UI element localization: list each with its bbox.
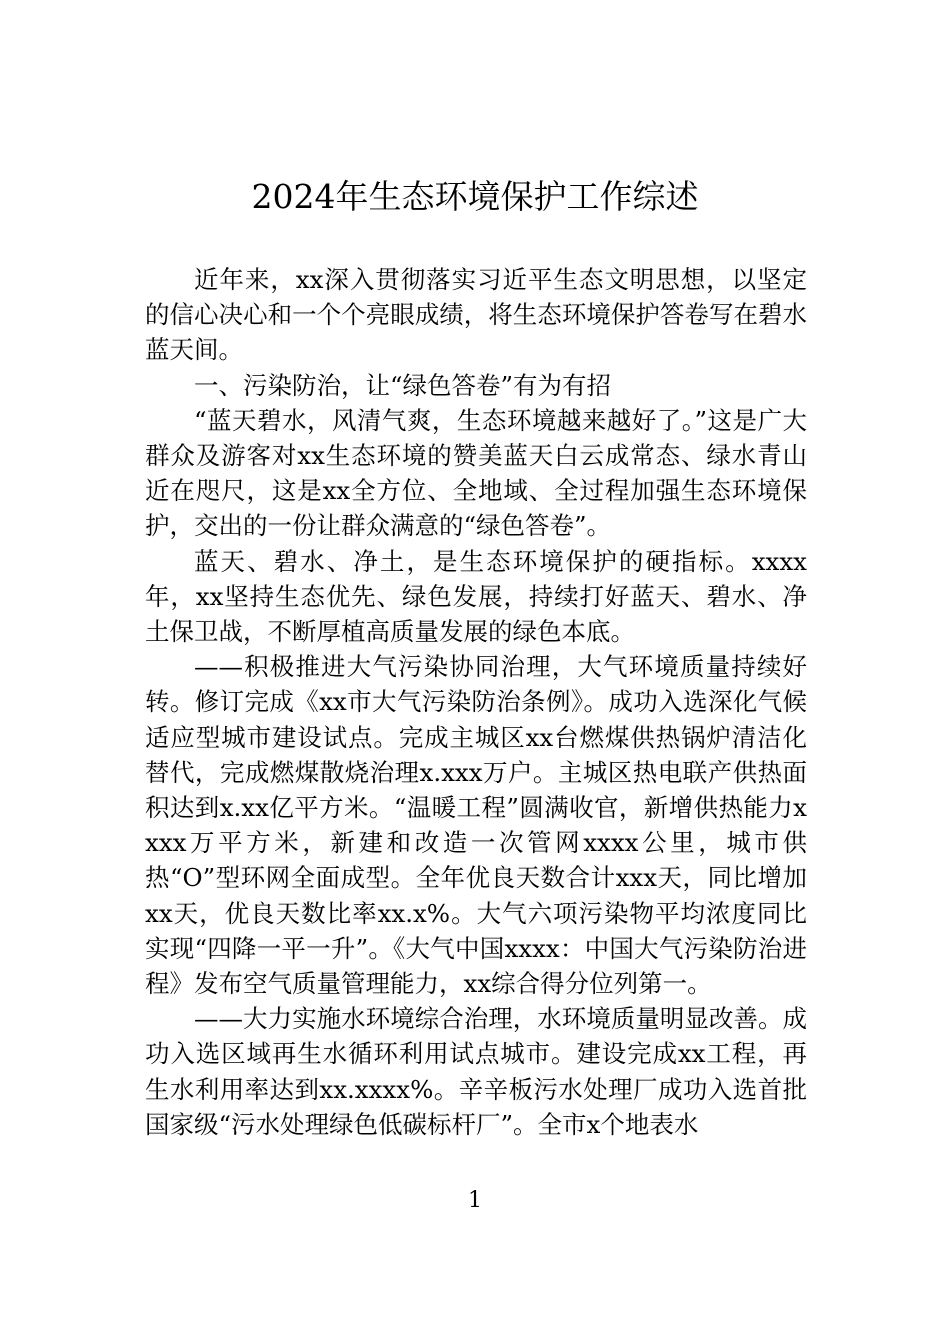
paragraph-intro: 近年来，xx深入贯彻落实习近平生态文明思想，以坚定的信心决心和一个个亮眼成绩，将生态环境保护答卷写在碧水蓝天间。 <box>145 265 807 365</box>
section-heading-pollution-control: 一、污染防治，让“绿色答卷”有为有招 <box>194 370 612 400</box>
document-body <box>145 262 807 1142</box>
paragraph-green-answer: “蓝天碧水，风清气爽，生态环境越来越好了。”这是广大群众及游客对xx生态环境的赞美蓝天白云成常态、绿水青山近在咫尺，这是xx全方位、全地域、全过程加强生态环境保护，交出的一份让群众满意的“绿色答卷”。 <box>145 405 807 541</box>
document-title: 2024年生态环境保护工作综述 <box>251 177 699 216</box>
paragraph-water-environment: ——大力实施水环境综合治理，水环境质量明显改善。成功入选区域再生水循环利用试点城市。建设完成xx工程，再生水利用率达到xx.xxxx%。辛辛板污水处理厂成功入选首批国家级“污水处理绿色低碳标杆厂”。全市x个地表水 <box>145 1004 807 1139</box>
paragraph-hard-indicators: 蓝天、碧水、净土，是生态环境保护的硬指标。xxxx年，xx坚持生态优先、绿色发展，持续打好蓝天、碧水、净土保卫战，不断厚植高质量发展的绿色本底。 <box>145 546 807 647</box>
paragraph-air-pollution: ——积极推进大气污染协同治理，大气环境质量持续好转。修订完成《xx市大气污染防治条例》。成功入选深化气候适应型城市建设试点。完成主城区xx台燃煤供热锅炉清洁化替代，完成燃煤散烧治理x.xxx万户。主城区热电联产供热面积达到x.xx亿平方米。“温暖工程”圆满收官，新增供热能力xxxx万平方米，新建和改造一次管网xxxx公里，城市供热“O”型环网全面成型。全年优良天数合计xxx天，同比增加xx天，优良天数比率xx.x%。大气六项污染物平均浓度同比实现“四降一平一升”。《大气中国xxxx：中国大气污染防治进程》发布空气质量管理能力，xx综合得分位列第一。 <box>145 652 807 999</box>
page-number: 1 <box>468 1188 482 1213</box>
